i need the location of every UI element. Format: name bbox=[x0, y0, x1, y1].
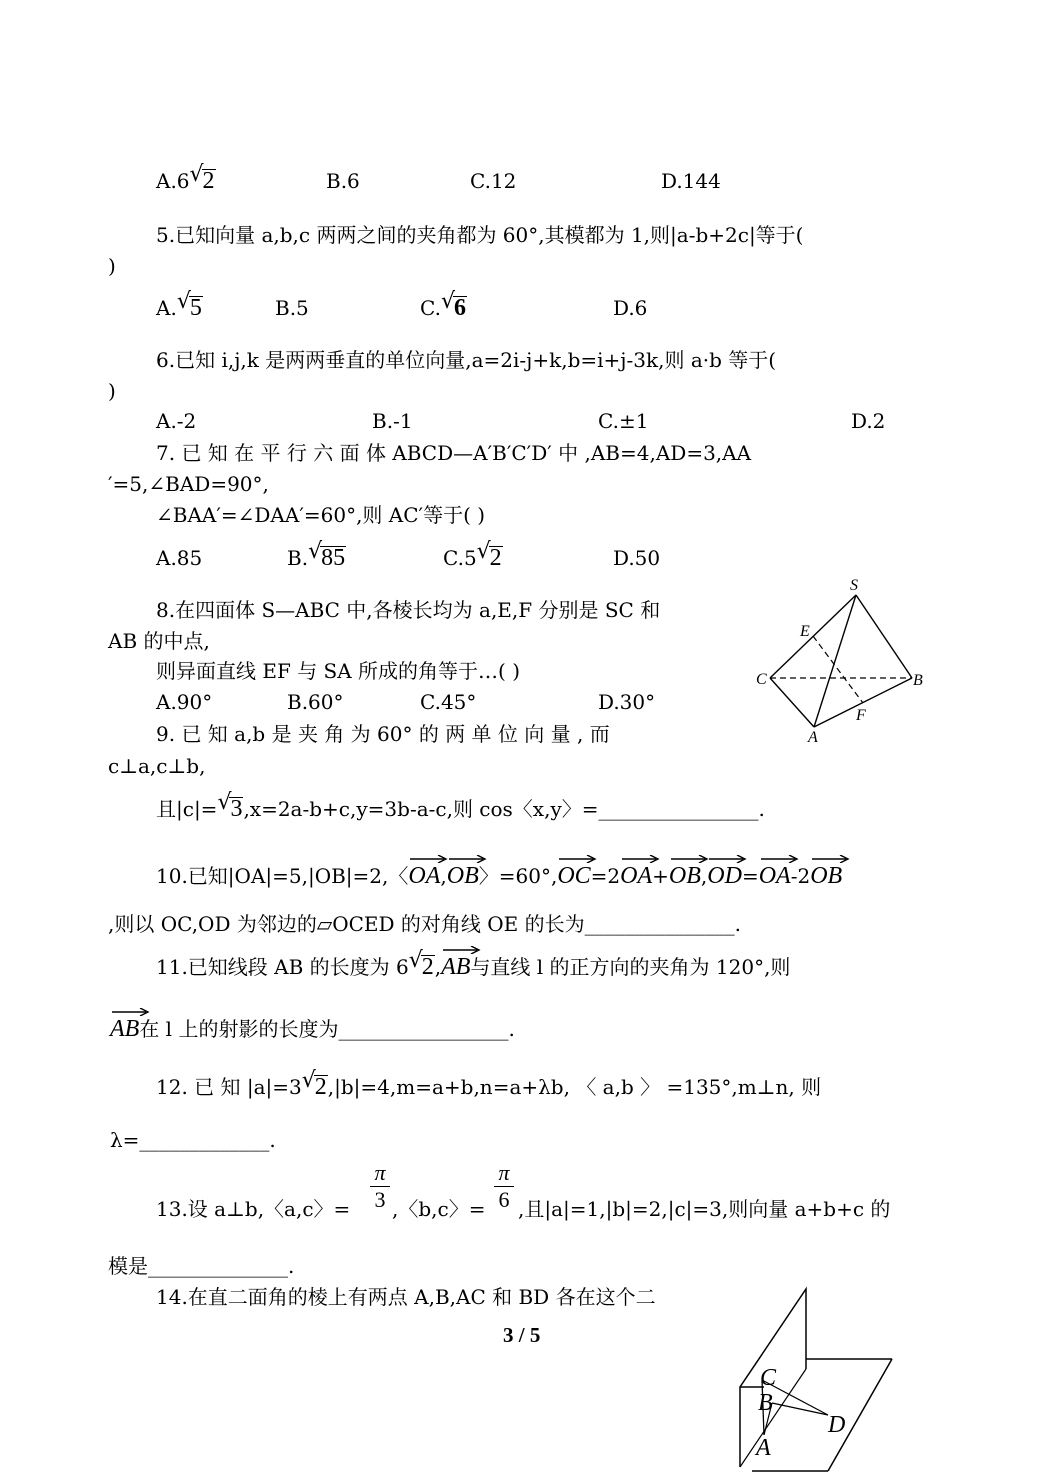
q5-option-b: B.5 bbox=[275, 296, 309, 320]
q6-option-c: C.±1 bbox=[598, 409, 649, 433]
fig-label-b-dihedral: B bbox=[758, 1390, 773, 1416]
fig-label-s: S bbox=[850, 577, 858, 594]
q9-stem-cont2: 且|c|= √ 3,x=2a-b+c,y=3b-a-c,则 cos〈x,y〉=________________. bbox=[156, 790, 765, 822]
q9-stem-cont: c⊥a,c⊥b, bbox=[108, 754, 206, 778]
fig-label-a-dihedral: A bbox=[756, 1435, 771, 1461]
q5-option-a: A. √ 5 bbox=[156, 289, 202, 321]
q8-option-b: B.60° bbox=[287, 690, 344, 714]
q6-option-d: D.2 bbox=[851, 409, 886, 433]
q4-option-a: A.6 √ 2 bbox=[156, 162, 215, 194]
vector-ob: OB bbox=[447, 857, 479, 889]
q6-option-b: B.-1 bbox=[372, 409, 413, 433]
dihedral-angle-figure bbox=[728, 1285, 898, 1474]
q4-option-d: D.144 bbox=[661, 169, 721, 193]
q5-stem: 5.已知向量 a,b,c 两两之间的夹角都为 60°,其模都为 1,则|a-b+2c|等于( bbox=[156, 223, 804, 247]
vector-oa: OA bbox=[408, 857, 440, 889]
fig-label-b: B bbox=[913, 672, 923, 689]
fig-label-c-dihedral: C bbox=[760, 1365, 777, 1391]
vector-ab-2: AB bbox=[110, 1010, 139, 1042]
q5-option-c: C. √ 6 bbox=[420, 289, 466, 321]
q7-stem: 7. 已 知 在 平 行 六 面 体 ABCD—A′B′C′D′ 中 ,AB=4,AD=3,AA bbox=[156, 441, 752, 465]
q6-option-a: A.-2 bbox=[156, 409, 197, 433]
q10-stem-cont: ,则以 OC,OD 为邻边的▱OCED 的对角线 OE 的长为_______________. bbox=[108, 912, 741, 936]
q8-option-d: D.30° bbox=[598, 690, 656, 714]
q7-option-d: D.50 bbox=[613, 546, 661, 570]
q13-stem-part2: ,〈b,c〉= bbox=[392, 1197, 486, 1221]
vector-oa-3: OA bbox=[759, 857, 791, 889]
q14-stem: 14.在直二面角的棱上有两点 A,B,AC 和 BD 各在这个二 bbox=[156, 1285, 656, 1309]
q12-stem: 12. 已 知 |a|=3 √ 2,|b|=4,m=a+b,n=a+λb, 〈 a,b 〉 =135°,m⊥n, 则 bbox=[156, 1068, 822, 1100]
q4-option-c: C.12 bbox=[470, 169, 517, 193]
q6-stem-cont: ) bbox=[108, 379, 116, 403]
q7-option-c: C.5 √ 2 bbox=[443, 539, 502, 571]
q6-stem: 6.已知 i,j,k 是两两垂直的单位向量,a=2i-j+k,b=i+j-3k,则 a·b 等于( bbox=[156, 348, 777, 372]
q7-option-b: B. √ 85 bbox=[287, 539, 346, 571]
q8-stem: 8.在四面体 S—ABC 中,各棱长均为 a,E,F 分别是 SC 和 bbox=[156, 598, 661, 622]
q7-stem-cont2: ∠BAA′=∠DAA′=60°,则 AC′等于( ) bbox=[156, 503, 486, 527]
q13-stem-part1: 13.设 a⊥b,〈a,c〉= bbox=[156, 1197, 351, 1221]
vector-oa-2: OA bbox=[620, 857, 652, 889]
q11-stem-cont: AB在 l 上的射影的长度为_________________. bbox=[110, 1010, 515, 1042]
q4-option-b: B.6 bbox=[326, 169, 360, 193]
vector-ob-3: OB bbox=[810, 857, 842, 889]
fig-label-e: E bbox=[800, 623, 810, 640]
q7-stem-cont: ′=5,∠BAD=90°, bbox=[108, 472, 269, 496]
q9-stem: 9. 已 知 a,b 是 夹 角 为 60° 的 两 单 位 向 量 , 而 bbox=[156, 722, 610, 746]
q13-stem-part3: ,且|a|=1,|b|=2,|c|=3,则向量 a+b+c 的 bbox=[518, 1197, 891, 1221]
fig-label-f: F bbox=[856, 707, 866, 724]
vector-od: OD bbox=[707, 857, 742, 889]
q10-stem: 10.已知|OA|=5,|OB|=2,〈 OA, OB〉=60°, OC=2 OA+ OB, OD= OA-2 OB bbox=[156, 857, 842, 889]
vector-oc: OC bbox=[557, 857, 590, 889]
q12-stem-cont: λ=_____________. bbox=[110, 1128, 276, 1152]
q5-stem-cont: ) bbox=[108, 254, 116, 278]
q13-stem-cont: 模是______________. bbox=[108, 1254, 295, 1278]
tetrahedron-figure bbox=[750, 570, 940, 750]
fig-label-a: A bbox=[808, 729, 818, 746]
fraction-pi-over-3: $\frac{\pi}{3}$ bbox=[370, 1160, 390, 1213]
fig-label-c: C bbox=[756, 671, 767, 688]
q8-stem-cont2: 则异面直线 EF 与 SA 所成的角等于…( ) bbox=[156, 659, 521, 683]
fraction-pi-over-6: $\frac{\pi}{6}$ bbox=[494, 1160, 514, 1213]
fig-label-d-dihedral: D bbox=[828, 1412, 846, 1438]
page-number: 3 / 5 bbox=[503, 1323, 541, 1347]
q8-stem-cont: AB 的中点, bbox=[108, 629, 210, 653]
q11-stem: 11.已知线段 AB 的长度为 6 √ 2, AB与直线 l 的正方向的夹角为 120°,则 bbox=[156, 948, 791, 980]
q8-option-c: C.45° bbox=[420, 690, 477, 714]
q5-option-d: D.6 bbox=[613, 296, 648, 320]
vector-ob-2: OB bbox=[669, 857, 701, 889]
vector-ab: AB bbox=[441, 948, 470, 980]
q8-option-a: A.90° bbox=[156, 690, 213, 714]
q7-option-a: A.85 bbox=[156, 546, 203, 570]
